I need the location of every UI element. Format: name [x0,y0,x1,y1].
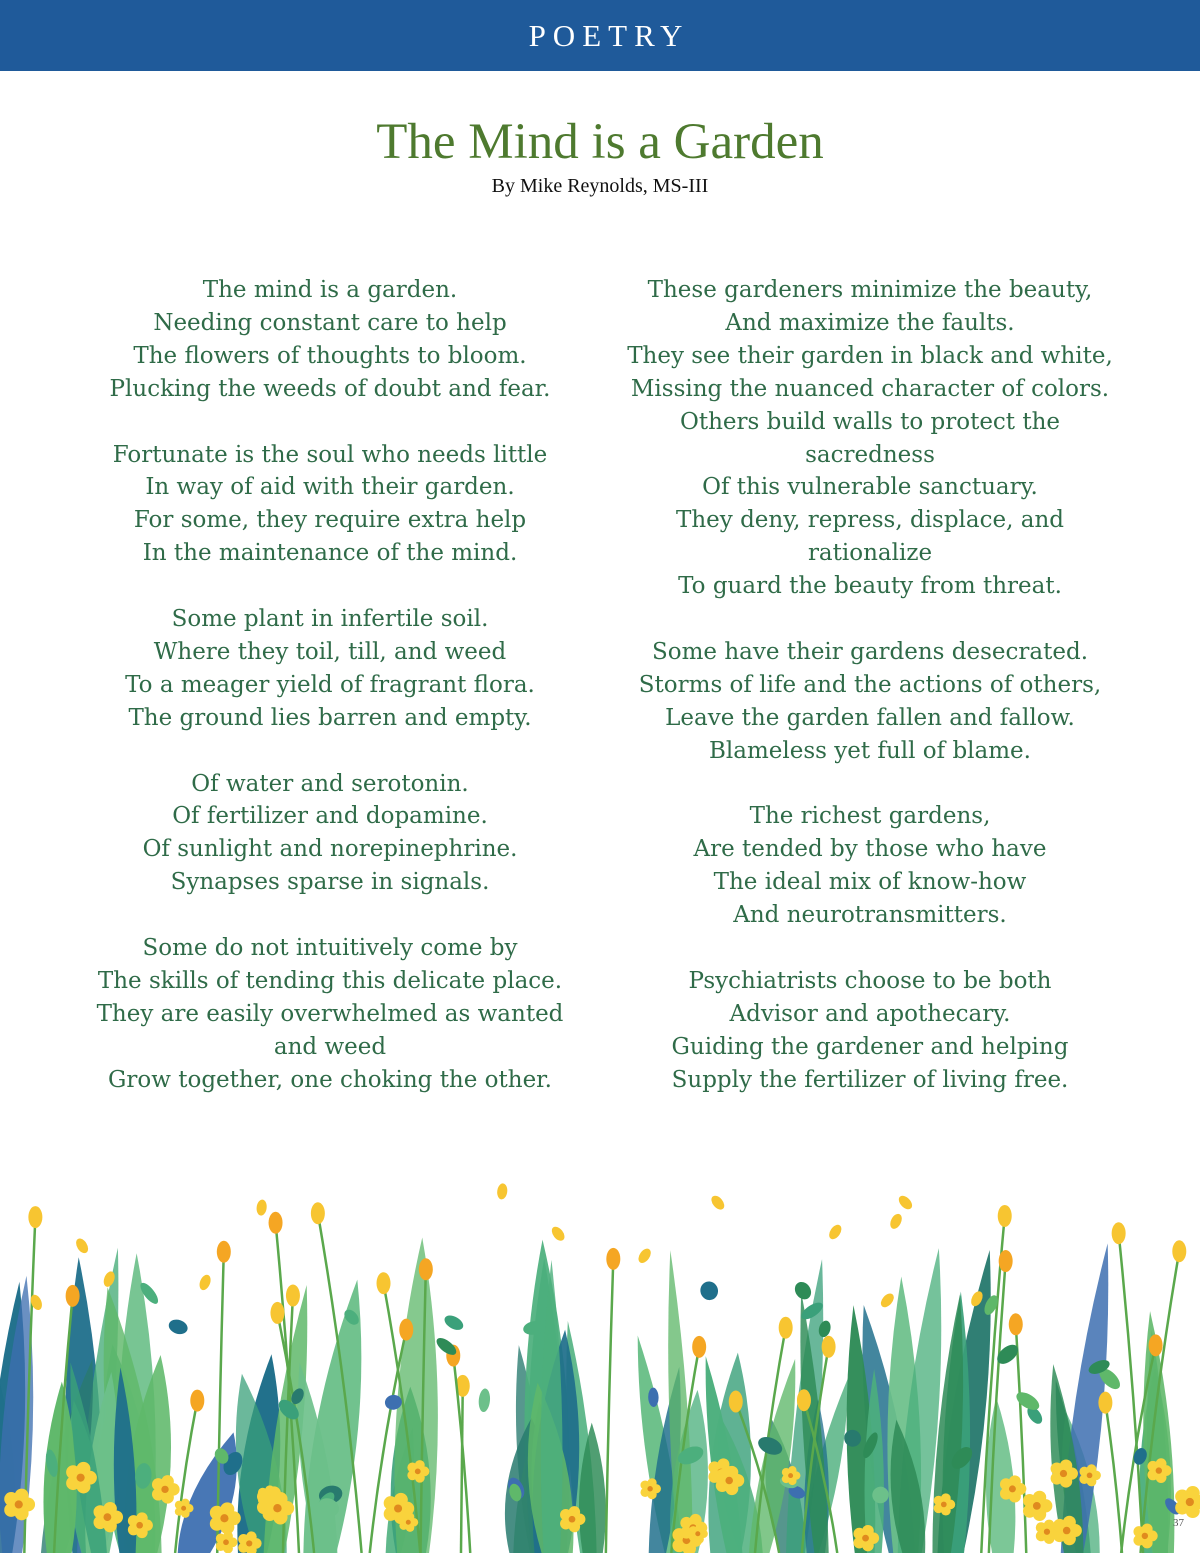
flower-center [788,1473,793,1478]
flower-petal [273,1492,287,1506]
falling-petal [636,1246,653,1265]
poem-line: Blameless yet full of blame. [709,737,1031,764]
stanza [590,965,1150,1097]
flower-petal [15,1489,29,1503]
flower-center [406,1520,411,1525]
flower-center [220,1514,228,1522]
poem-line: sacredness [805,441,935,468]
flower-petal [103,1502,116,1515]
flower-center [1087,1473,1093,1479]
poem-line: Storms of life and the actions of others, [638,671,1102,698]
poem-column-left [50,274,610,1129]
poem-line: Of fertilizer and dopamine. [172,803,488,830]
poem-line: Are tended by those who have [693,836,1047,863]
blossom [66,1285,80,1307]
poem-line: The flowers of thoughts to bloom. [133,342,527,369]
blossom [377,1272,391,1294]
stanza [50,768,610,900]
poem-line: Missing the nuanced character of colors. [630,375,1110,402]
poem-line: These gardeners minimize the beauty, [647,277,1093,303]
poem-line: Advisor and apothecary. [729,1000,1011,1027]
flower-center [695,1531,700,1536]
blossom [269,1212,283,1234]
flower-petal [941,1493,951,1503]
flower-petal [695,1524,704,1533]
stanza [590,636,1150,768]
blossom [998,1205,1012,1227]
poem-line: Plucking the weeds of doubt and fear. [109,375,551,402]
blossom [797,1389,811,1411]
blossom [999,1250,1013,1272]
poem-line: Some have their gardens desecrated. [651,638,1089,665]
flower-center [1063,1527,1071,1535]
poem-line: Others build walls to protect the [679,408,1061,435]
poem-line: They deny, repress, displace, and [676,507,1064,534]
flower-petal [862,1525,874,1537]
blossom [190,1390,204,1412]
flower-stem [1016,1324,1026,1553]
flower-petal [406,1513,415,1522]
flower-petal [569,1506,581,1518]
flower-center [415,1468,421,1474]
blossom [606,1248,620,1270]
poem-line: Of sunlight and norepinephrine. [142,836,518,863]
poem-line: Fortunate is the soul who needs little [112,441,548,468]
blossom [217,1241,231,1263]
blossom [399,1319,413,1341]
poem-line: Leave the garden fallen and fallow. [665,704,1075,731]
poem-line: They are easily overwhelmed as wanted [96,1000,564,1027]
flower-petal [220,1502,234,1516]
flower-petal [1142,1523,1153,1534]
flower-petal [161,1475,174,1488]
blossom [28,1206,42,1228]
poem-line: The richest gardens, [749,803,991,830]
small-leaf [698,1279,720,1302]
stanza [590,800,1150,932]
poem-line: Synapses sparse in signals. [170,869,490,896]
flower-petal [647,1478,656,1487]
flower-stem [1119,1233,1143,1553]
poem-line: Some do not intuitively come by [142,935,518,962]
flower-center [1060,1470,1067,1477]
falling-petal [74,1236,91,1255]
flower-center [394,1504,402,1512]
falling-petal [256,1199,268,1216]
flower-petal [136,1512,147,1523]
stanza [50,603,610,735]
poem-line: Some plant in infertile soil. [171,606,489,633]
flower-petal [415,1460,425,1470]
flower-center [223,1539,229,1545]
poem-line: The ideal mix of know-how [713,869,1027,896]
poem-line: The skills of tending this delicate place. [97,967,563,994]
flower-center [1156,1467,1162,1473]
flower-petal [223,1531,233,1541]
poem-line: In the maintenance of the mind. [142,540,518,567]
poem-byline: By Mike Reynolds, MS-III [491,175,709,197]
poem-line: Of this vulnerable sanctuary. [702,474,1038,501]
flower-center [725,1477,733,1485]
flower-stem [606,1259,613,1553]
flower-stem [1105,1403,1122,1553]
flower-center [136,1522,143,1529]
blossom [822,1336,836,1358]
flower-center [246,1540,252,1546]
flower-center [941,1502,947,1508]
section-label: POETRY [528,17,690,53]
flower-center [1033,1502,1041,1510]
blossom [1112,1222,1126,1244]
flower-petal [246,1531,257,1542]
falling-petal [496,1183,508,1200]
poem-line: They see their garden in black and white, [627,342,1113,369]
falling-petal [827,1223,844,1242]
flower-petal [1186,1486,1200,1500]
flower-petal [725,1466,738,1479]
poem-line: To guard the beauty from threat. [678,573,1062,600]
page-number: 37 [1173,1517,1184,1529]
flower-center [1009,1485,1016,1492]
flower-stem [461,1386,463,1553]
blossom [1149,1334,1163,1356]
poem-line: And neurotransmitters. [733,902,1007,929]
flower-petal [1087,1464,1097,1474]
poem-line: To a meager yield of fragrant flora. [125,671,535,698]
blossom [692,1336,706,1358]
stanza [50,274,610,406]
flower-center [1044,1529,1050,1535]
flower-center [569,1516,576,1523]
flower-petal [1044,1520,1055,1531]
poem-line: Psychiatrists choose to be both [688,967,1052,994]
poem-line: The ground lies barren and empty. [128,704,532,731]
poem-line: For some, they require extra help [133,507,527,534]
poem-line: Supply the fertilizer of living free. [671,1066,1069,1093]
flower-petal [1060,1459,1072,1471]
falling-petal [709,1193,727,1212]
flower-center [273,1504,281,1512]
blossom [779,1317,793,1339]
flower-center [647,1486,652,1491]
poem-column-right [590,274,1150,1130]
stanza [590,274,1150,603]
small-leaf [442,1313,466,1333]
blossom [286,1285,300,1307]
flower-petal [181,1499,189,1507]
flower-center [862,1535,869,1542]
falling-petal [896,1193,914,1211]
small-leaf [478,1388,491,1412]
blossom [729,1391,743,1413]
poem-line: In way of aid with their garden. [145,474,515,501]
small-leaf [792,1279,815,1303]
flower-petal [394,1493,408,1507]
flower-center [15,1500,23,1508]
poem-title: The Mind is a Garden [376,114,824,170]
falling-petal [197,1273,212,1292]
poem-line: The mind is a garden. [202,277,458,303]
flower-petal [1033,1491,1046,1504]
flower-garden-illustration [0,1150,1200,1553]
poem-line: Guiding the gardener and helping [671,1033,1069,1060]
poem-line: Grow together, one choking the other. [108,1066,552,1093]
flower-center [103,1513,111,1521]
poem-line: and weed [273,1033,387,1060]
blossom [1009,1313,1023,1335]
falling-petal [549,1224,567,1243]
flower-center [1142,1533,1148,1539]
poem-line: Where they toil, till, and weed [153,638,507,665]
poem-line: Needing constant care to help [153,309,507,336]
blossom [1098,1392,1112,1414]
flower-petal [77,1462,91,1476]
section-header [0,0,1200,71]
poem-line: rationalize [807,540,933,567]
blossom [311,1202,325,1224]
stanza [50,932,610,1097]
falling-petal [878,1291,896,1310]
blossom [419,1258,433,1280]
blossom [1172,1240,1186,1262]
flower-center [161,1486,168,1493]
flower-petal [788,1466,796,1474]
flower-petal [1063,1516,1076,1529]
flower-petal [1156,1458,1167,1469]
flower-petal [1009,1475,1021,1487]
poem-line: Of water and serotonin. [191,770,469,797]
blossom [270,1302,284,1324]
stanza [50,439,610,571]
flower-center [1186,1498,1194,1506]
flower-center [181,1506,186,1511]
flower-center [77,1474,85,1482]
falling-petal [888,1212,904,1231]
poem-line: And maximize the faults. [725,309,1015,336]
small-leaf [167,1317,190,1336]
